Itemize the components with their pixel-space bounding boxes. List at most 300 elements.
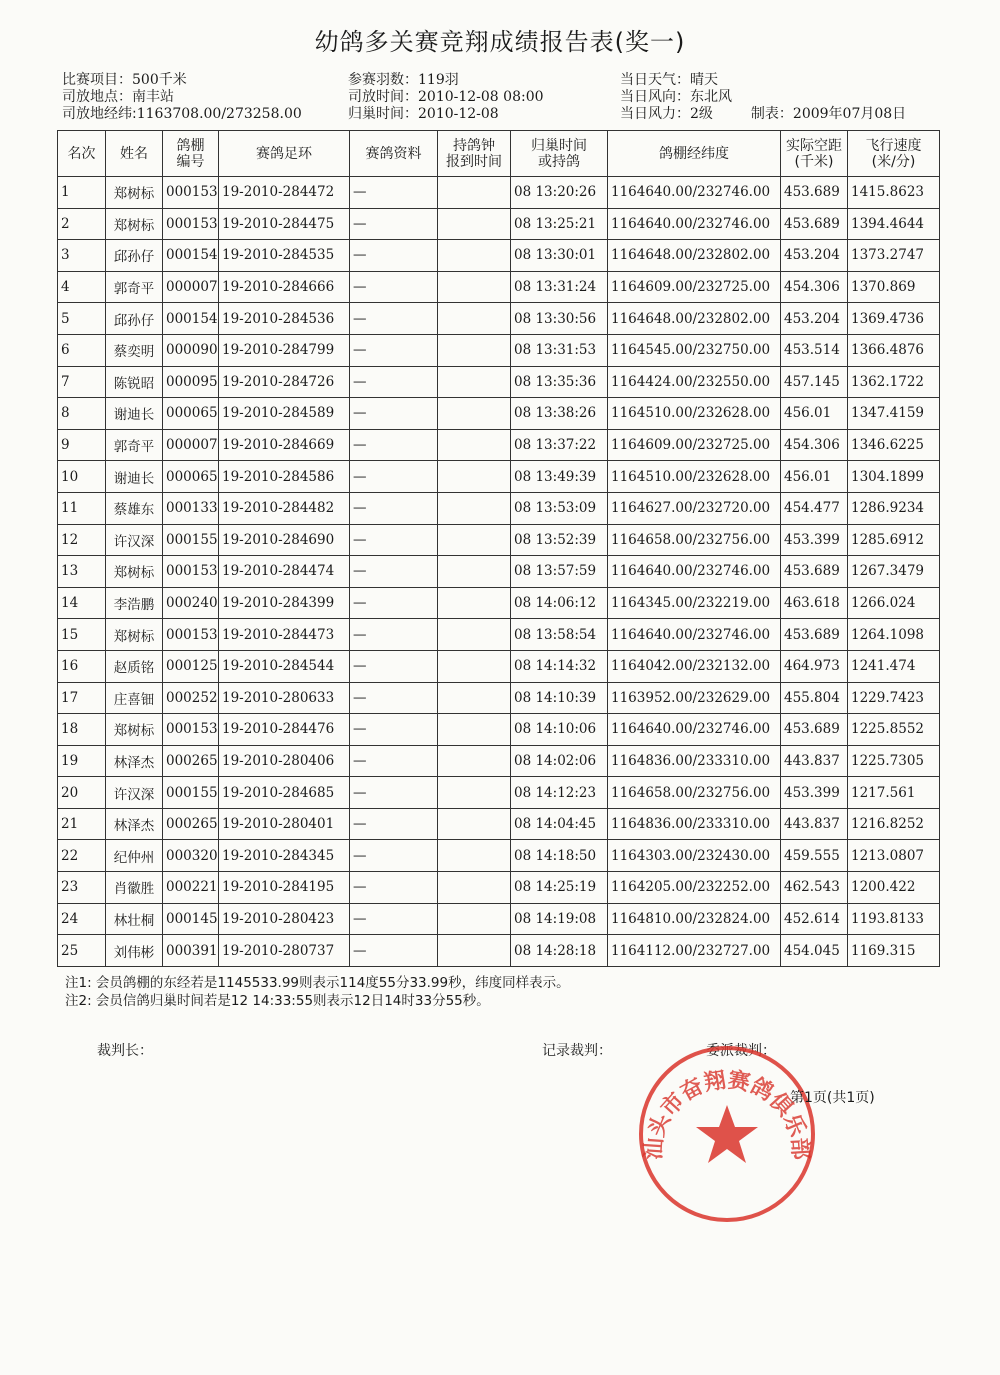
cell-distance: 453.689: [781, 714, 848, 746]
cell-distance: 453.514: [781, 334, 848, 366]
cell-rank: 23: [58, 872, 106, 904]
meta-label: 比赛项目：: [62, 72, 132, 88]
cell-distance: 455.804: [781, 682, 848, 714]
meta-label: 当日风向：: [620, 89, 690, 105]
cell-clock: [438, 461, 511, 493]
note-2: 注2: 会员信鸽归巢时间若是12 14:33:55则表示12日14时33分55秒。: [65, 993, 490, 1009]
cell-info: —: [350, 240, 438, 272]
cell-speed: 1229.7423: [848, 682, 940, 714]
cell-arrival: 08 13:31:24: [511, 271, 608, 303]
cell-name: 郑树标: [106, 556, 163, 588]
cell-info: —: [350, 208, 438, 240]
cell-name: 李浩鹏: [106, 587, 163, 619]
cell-speed: 1213.0807: [848, 840, 940, 872]
cell-info: —: [350, 745, 438, 777]
cell-arrival: 08 13:53:09: [511, 492, 608, 524]
cell-coords: 1164658.00/232756.00: [608, 777, 781, 809]
cell-loft: 000252: [163, 682, 219, 714]
cell-speed: 1346.6225: [848, 429, 940, 461]
cell-ring: 19-2010-280401: [219, 808, 350, 840]
cell-speed: 1264.1098: [848, 619, 940, 651]
cell-distance: 463.618: [781, 587, 848, 619]
cell-arrival: 08 13:25:21: [511, 208, 608, 240]
cell-rank: 19: [58, 745, 106, 777]
cell-loft: 000155: [163, 524, 219, 556]
cell-clock: [438, 714, 511, 746]
table-row: [58, 429, 940, 461]
cell-coords: 1164640.00/232746.00: [608, 208, 781, 240]
cell-name: 许汉深: [106, 777, 163, 809]
cell-distance: 454.306: [781, 271, 848, 303]
cell-coords: 1164510.00/232628.00: [608, 461, 781, 493]
cell-distance: 454.306: [781, 429, 848, 461]
header-name: 姓名: [106, 131, 163, 177]
cell-arrival: 08 14:14:32: [511, 650, 608, 682]
cell-speed: 1362.1722: [848, 366, 940, 398]
cell-loft: 000265: [163, 808, 219, 840]
meta-wind-direction: [620, 89, 906, 106]
cell-clock: [438, 650, 511, 682]
cell-loft: 000095: [163, 366, 219, 398]
cell-ring: 19-2010-284536: [219, 303, 350, 335]
cell-rank: 14: [58, 587, 106, 619]
cell-distance: 453.689: [781, 556, 848, 588]
cell-arrival: 08 13:30:56: [511, 303, 608, 335]
meta-wind-force: [620, 106, 906, 123]
table-row: [58, 524, 940, 556]
cell-ring: 19-2010-280406: [219, 745, 350, 777]
cell-ring: 19-2010-284399: [219, 587, 350, 619]
cell-loft: 000154: [163, 303, 219, 335]
cell-info: —: [350, 840, 438, 872]
cell-rank: 22: [58, 840, 106, 872]
cell-name: 邱孙仔: [106, 303, 163, 335]
cell-rank: 10: [58, 461, 106, 493]
cell-rank: 3: [58, 240, 106, 272]
cell-loft: 000154: [163, 240, 219, 272]
cell-coords: 1164640.00/232746.00: [608, 714, 781, 746]
cell-speed: 1193.8133: [848, 903, 940, 935]
header-arrival: 归巢时间 或持鸽: [511, 131, 608, 177]
meta-value: 2级: [690, 106, 713, 122]
cell-loft: 000065: [163, 461, 219, 493]
cell-arrival: 08 14:10:39: [511, 682, 608, 714]
cell-ring: 19-2010-284474: [219, 556, 350, 588]
cell-distance: 453.399: [781, 524, 848, 556]
cell-loft: 000265: [163, 745, 219, 777]
cell-info: —: [350, 556, 438, 588]
club-seal-stamp: [636, 1043, 818, 1225]
cell-loft: 000007: [163, 429, 219, 461]
cell-coords: 1164042.00/232132.00: [608, 650, 781, 682]
cell-clock: [438, 935, 511, 967]
cell-distance: 454.045: [781, 935, 848, 967]
cell-speed: 1241.474: [848, 650, 940, 682]
cell-arrival: 08 13:52:39: [511, 524, 608, 556]
cell-coords: 1164510.00/232628.00: [608, 398, 781, 430]
table-row: [58, 714, 940, 746]
cell-name: 郑树标: [106, 619, 163, 651]
table-row: [58, 872, 940, 904]
table-row: [58, 808, 940, 840]
cell-speed: 1266.024: [848, 587, 940, 619]
cell-loft: 000155: [163, 777, 219, 809]
cell-ring: 19-2010-284475: [219, 208, 350, 240]
table-row: [58, 334, 940, 366]
meta-label: 司放地点：: [62, 89, 132, 105]
meta-value: 晴天: [690, 72, 718, 88]
cell-coords: 1164545.00/232750.00: [608, 334, 781, 366]
table-row: [58, 271, 940, 303]
cell-rank: 5: [58, 303, 106, 335]
cell-info: —: [350, 903, 438, 935]
cell-loft: 000153: [163, 714, 219, 746]
cell-ring: 19-2010-284473: [219, 619, 350, 651]
notes: [65, 974, 570, 1010]
delegate-referee-label: 委派裁判：: [706, 1043, 776, 1059]
cell-rank: 21: [58, 808, 106, 840]
cell-info: —: [350, 682, 438, 714]
cell-coords: 1164627.00/232720.00: [608, 492, 781, 524]
cell-name: 肖徽胜: [106, 872, 163, 904]
cell-arrival: 08 14:28:18: [511, 935, 608, 967]
cell-rank: 2: [58, 208, 106, 240]
cell-speed: 1216.8252: [848, 808, 940, 840]
cell-rank: 6: [58, 334, 106, 366]
table-row: [58, 935, 940, 967]
table-header-row: [58, 131, 940, 177]
cell-clock: [438, 208, 511, 240]
cell-name: 赵质铭: [106, 650, 163, 682]
cell-ring: 19-2010-284544: [219, 650, 350, 682]
cell-ring: 19-2010-284666: [219, 271, 350, 303]
cell-coords: 1164836.00/233310.00: [608, 808, 781, 840]
cell-coords: 1164836.00/233310.00: [608, 745, 781, 777]
cell-loft: 000007: [163, 271, 219, 303]
meta-label: 当日风力：: [620, 106, 690, 122]
note-1: 注1: 会员鸽棚的东经若是1145533.99则表示114度55分33.99秒，纬度同样表示。: [65, 975, 570, 991]
cell-coords: 1164112.00/232727.00: [608, 935, 781, 967]
cell-clock: [438, 808, 511, 840]
cell-name: 郑树标: [106, 714, 163, 746]
cell-speed: 1370.869: [848, 271, 940, 303]
meta-value: 1163708.00/273258.00: [136, 106, 302, 122]
cell-arrival: 08 14:04:45: [511, 808, 608, 840]
cell-info: —: [350, 872, 438, 904]
table-row: [58, 461, 940, 493]
cell-arrival: 08 14:10:06: [511, 714, 608, 746]
meta-made-label: 制表：: [750, 106, 793, 122]
meta-label: 司放地经纬:: [62, 106, 137, 122]
cell-ring: 19-2010-284685: [219, 777, 350, 809]
cell-coords: 1164810.00/232824.00: [608, 903, 781, 935]
cell-loft: 000240: [163, 587, 219, 619]
cell-speed: 1366.4876: [848, 334, 940, 366]
cell-distance: 443.837: [781, 745, 848, 777]
cell-speed: 1285.6912: [848, 524, 940, 556]
cell-name: 郑树标: [106, 208, 163, 240]
cell-clock: [438, 492, 511, 524]
svg-text:汕头市奋翔赛鸽俱乐部: 汕头市奋翔赛鸽俱乐部: [641, 1067, 813, 1161]
cell-clock: [438, 177, 511, 209]
meta-release-time: [348, 89, 544, 106]
cell-speed: 1394.4644: [848, 208, 940, 240]
cell-rank: 9: [58, 429, 106, 461]
header-coords: 鸽棚经纬度: [608, 131, 781, 177]
cell-distance: 453.689: [781, 619, 848, 651]
cell-name: 郭奇平: [106, 271, 163, 303]
cell-coords: 1164658.00/232756.00: [608, 524, 781, 556]
cell-info: —: [350, 429, 438, 461]
cell-ring: 19-2010-284472: [219, 177, 350, 209]
table-row: [58, 682, 940, 714]
cell-info: —: [350, 334, 438, 366]
table-row: [58, 903, 940, 935]
table-row: [58, 366, 940, 398]
cell-info: —: [350, 303, 438, 335]
meta-label: 当日天气：: [620, 72, 690, 88]
cell-rank: 13: [58, 556, 106, 588]
cell-ring: 19-2010-280423: [219, 903, 350, 935]
record-referee-label: 记录裁判：: [542, 1043, 612, 1059]
table-row: [58, 840, 940, 872]
cell-clock: [438, 682, 511, 714]
meta-column-race: [62, 72, 302, 123]
cell-loft: 000090: [163, 334, 219, 366]
cell-ring: 19-2010-284690: [219, 524, 350, 556]
cell-speed: 1347.4159: [848, 398, 940, 430]
cell-name: 陈锐昭: [106, 366, 163, 398]
cell-clock: [438, 587, 511, 619]
cell-info: —: [350, 461, 438, 493]
cell-clock: [438, 556, 511, 588]
page-number: 第1页(共1页): [790, 1090, 875, 1106]
cell-distance: 453.399: [781, 777, 848, 809]
cell-clock: [438, 366, 511, 398]
report-title: 幼鸽多关赛竞翔成绩报告表(奖一): [314, 28, 686, 56]
cell-speed: 1304.1899: [848, 461, 940, 493]
cell-rank: 24: [58, 903, 106, 935]
cell-rank: 7: [58, 366, 106, 398]
cell-arrival: 08 14:02:06: [511, 745, 608, 777]
meta-made-date: 2009年07月08日: [792, 106, 907, 122]
cell-distance: 459.555: [781, 840, 848, 872]
header-clock: 持鸽钟 报到时间: [438, 131, 511, 177]
cell-clock: [438, 240, 511, 272]
cell-info: —: [350, 524, 438, 556]
cell-distance: 462.543: [781, 872, 848, 904]
cell-arrival: 08 13:57:59: [511, 556, 608, 588]
table-row: [58, 398, 940, 430]
header-loft: 鸽棚 编号: [163, 131, 219, 177]
cell-loft: 000133: [163, 492, 219, 524]
cell-coords: 1164648.00/232802.00: [608, 240, 781, 272]
cell-arrival: 08 13:49:39: [511, 461, 608, 493]
cell-name: 蔡奕明: [106, 334, 163, 366]
cell-info: —: [350, 492, 438, 524]
cell-arrival: 08 13:35:36: [511, 366, 608, 398]
cell-rank: 12: [58, 524, 106, 556]
cell-clock: [438, 334, 511, 366]
cell-distance: 456.01: [781, 461, 848, 493]
cell-name: 许汉深: [106, 524, 163, 556]
cell-speed: 1169.315: [848, 935, 940, 967]
cell-arrival: 08 13:31:53: [511, 334, 608, 366]
cell-rank: 18: [58, 714, 106, 746]
cell-arrival: 08 13:30:01: [511, 240, 608, 272]
cell-speed: 1267.3479: [848, 556, 940, 588]
cell-ring: 19-2010-284799: [219, 334, 350, 366]
cell-clock: [438, 840, 511, 872]
cell-coords: 1164345.00/232219.00: [608, 587, 781, 619]
cell-arrival: 08 13:58:54: [511, 619, 608, 651]
cell-arrival: 08 14:25:19: [511, 872, 608, 904]
cell-clock: [438, 777, 511, 809]
cell-info: —: [350, 177, 438, 209]
cell-rank: 4: [58, 271, 106, 303]
cell-distance: 453.689: [781, 177, 848, 209]
meta-label: 参赛羽数：: [348, 72, 418, 88]
cell-speed: 1225.8552: [848, 714, 940, 746]
cell-arrival: 08 14:18:50: [511, 840, 608, 872]
cell-rank: 15: [58, 619, 106, 651]
cell-ring: 19-2010-284482: [219, 492, 350, 524]
cell-name: 谢迪长: [106, 461, 163, 493]
cell-loft: 000153: [163, 556, 219, 588]
cell-info: —: [350, 935, 438, 967]
cell-arrival: 08 13:37:22: [511, 429, 608, 461]
header-speed: 飞行速度 (米/分): [848, 131, 940, 177]
cell-clock: [438, 524, 511, 556]
cell-ring: 19-2010-284345: [219, 840, 350, 872]
cell-loft: 000153: [163, 619, 219, 651]
meta-value: 2010-12-08 08:00: [418, 89, 544, 105]
cell-clock: [438, 429, 511, 461]
cell-distance: 454.477: [781, 492, 848, 524]
cell-info: —: [350, 398, 438, 430]
cell-ring: 19-2010-284535: [219, 240, 350, 272]
cell-loft: 000391: [163, 935, 219, 967]
cell-name: 林泽杰: [106, 808, 163, 840]
cell-arrival: 08 14:19:08: [511, 903, 608, 935]
cell-arrival: 08 14:12:23: [511, 777, 608, 809]
cell-info: —: [350, 587, 438, 619]
cell-coords: 1164205.00/232252.00: [608, 872, 781, 904]
meta-value: 东北风: [690, 89, 732, 105]
cell-rank: 25: [58, 935, 106, 967]
cell-distance: 452.614: [781, 903, 848, 935]
cell-coords: 1164424.00/232550.00: [608, 366, 781, 398]
cell-name: 林泽杰: [106, 745, 163, 777]
cell-info: —: [350, 271, 438, 303]
cell-coords: 1164640.00/232746.00: [608, 177, 781, 209]
table-row: [58, 619, 940, 651]
cell-ring: 19-2010-280737: [219, 935, 350, 967]
cell-info: —: [350, 808, 438, 840]
cell-distance: 464.973: [781, 650, 848, 682]
table-row: [58, 208, 940, 240]
table-body: [58, 177, 940, 967]
cell-speed: 1373.2747: [848, 240, 940, 272]
header-rank: 名次: [58, 131, 106, 177]
meta-race-item: [62, 72, 302, 89]
header-info: 赛鸽资料: [350, 131, 438, 177]
meta-entries: [348, 72, 544, 89]
table-row: [58, 240, 940, 272]
cell-distance: 453.689: [781, 208, 848, 240]
cell-name: 林壮桐: [106, 903, 163, 935]
meta-value: 南丰站: [132, 89, 174, 105]
table-row: [58, 745, 940, 777]
meta-value: 500千米: [132, 72, 187, 88]
cell-clock: [438, 903, 511, 935]
meta-release-site: [62, 89, 302, 106]
table-row: [58, 650, 940, 682]
cell-clock: [438, 872, 511, 904]
cell-name: 谢迪长: [106, 398, 163, 430]
cell-speed: 1200.422: [848, 872, 940, 904]
cell-loft: 000153: [163, 208, 219, 240]
cell-coords: 1163952.00/232629.00: [608, 682, 781, 714]
cell-loft: 000153: [163, 177, 219, 209]
table-row: [58, 492, 940, 524]
cell-distance: 457.145: [781, 366, 848, 398]
cell-rank: 11: [58, 492, 106, 524]
cell-name: 郭奇平: [106, 429, 163, 461]
cell-speed: 1286.9234: [848, 492, 940, 524]
cell-speed: 1217.561: [848, 777, 940, 809]
cell-name: 蔡雄东: [106, 492, 163, 524]
cell-loft: 000221: [163, 872, 219, 904]
cell-arrival: 08 13:20:26: [511, 177, 608, 209]
chief-referee-label: 裁判长：: [97, 1043, 153, 1059]
cell-ring: 19-2010-284476: [219, 714, 350, 746]
cell-clock: [438, 745, 511, 777]
cell-name: 邱孙仔: [106, 240, 163, 272]
cell-name: 庄喜钿: [106, 682, 163, 714]
cell-coords: 1164303.00/232430.00: [608, 840, 781, 872]
cell-clock: [438, 271, 511, 303]
cell-distance: 453.204: [781, 240, 848, 272]
cell-name: 纪仲州: [106, 840, 163, 872]
cell-speed: 1415.8623: [848, 177, 940, 209]
meta-return-time: [348, 106, 544, 123]
cell-ring: 19-2010-284195: [219, 872, 350, 904]
cell-ring: 19-2010-280633: [219, 682, 350, 714]
cell-coords: 1164609.00/232725.00: [608, 271, 781, 303]
cell-arrival: 08 14:06:12: [511, 587, 608, 619]
meta-weather: [620, 72, 906, 89]
cell-coords: 1164648.00/232802.00: [608, 303, 781, 335]
meta-value: 2010-12-08: [418, 106, 499, 122]
cell-rank: 8: [58, 398, 106, 430]
cell-info: —: [350, 650, 438, 682]
cell-rank: 17: [58, 682, 106, 714]
meta-column-weather: [620, 72, 906, 123]
cell-ring: 19-2010-284669: [219, 429, 350, 461]
cell-loft: 000125: [163, 650, 219, 682]
cell-loft: 000145: [163, 903, 219, 935]
table-row: [58, 303, 940, 335]
cell-ring: 19-2010-284589: [219, 398, 350, 430]
table-row: [58, 587, 940, 619]
cell-rank: 1: [58, 177, 106, 209]
cell-clock: [438, 303, 511, 335]
cell-distance: 443.837: [781, 808, 848, 840]
cell-name: 刘伟彬: [106, 935, 163, 967]
cell-coords: 1164640.00/232746.00: [608, 619, 781, 651]
cell-coords: 1164609.00/232725.00: [608, 429, 781, 461]
